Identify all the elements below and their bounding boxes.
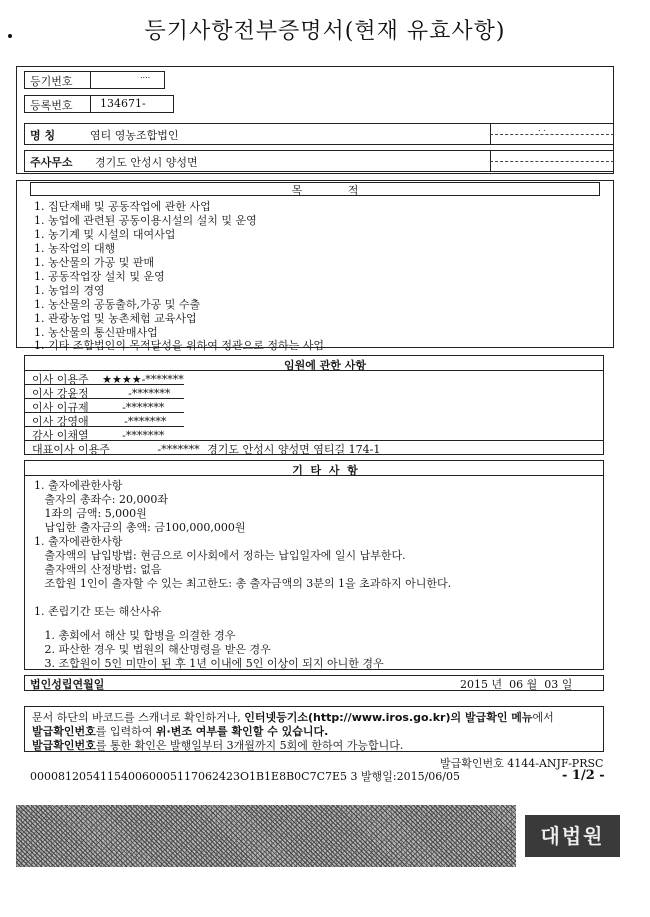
notice-text: 를 통한 확인은 발행일부터 3개월까지 5회에 한하여 가능합니다. bbox=[95, 739, 404, 752]
purpose-item: 1. 농산물의 공동출하,가공 및 수출 bbox=[34, 298, 201, 311]
record-no-divider bbox=[90, 95, 91, 113]
purpose-item: 1. 농산물의 가공 및 판매 bbox=[34, 256, 155, 269]
purpose-item: 1. 집단재배 및 공동작업에 관한 사업 bbox=[34, 200, 211, 213]
officer-id: -******* bbox=[122, 401, 165, 414]
reg-no-value: .... bbox=[140, 71, 151, 80]
establishment-label: 법인성립연월일 bbox=[30, 678, 105, 691]
barcode-image bbox=[16, 805, 516, 867]
other-line: 1. 존립기간 또는 해산사유 bbox=[34, 605, 162, 618]
address-dash bbox=[490, 161, 614, 162]
other-line: 1. 출자에관한사항 bbox=[34, 479, 123, 492]
other-heading: 기 타 사 항 bbox=[292, 464, 358, 477]
other-line: 1좌의 금액: 5,000원 bbox=[34, 507, 147, 520]
purpose-item: 1. 농업의 경영 bbox=[34, 284, 105, 297]
officer-id: -******* bbox=[128, 387, 171, 400]
notice-emphasis: 인터넷등기소(http://www.iros.go.kr)의 발급확인 메뉴 bbox=[244, 711, 533, 724]
purpose-item: 1. 농산물의 통신판매사업 bbox=[34, 326, 158, 339]
record-no-value: 134671- bbox=[100, 97, 146, 110]
officer-name: 감사 이채열 bbox=[32, 429, 89, 442]
officer-id: -******* bbox=[122, 429, 165, 442]
officer-name: 이사 이용주 bbox=[32, 373, 89, 386]
purpose-item: 1. 관광농업 및 농촌체험 교육사업 bbox=[34, 312, 197, 325]
officer-address: 경기도 안성시 양성면 염티길 174-1 bbox=[207, 443, 381, 456]
officer-name: 이사 이규제 bbox=[32, 401, 89, 414]
other-line: 출자액의 납입방법: 현금으로 이사회에서 정하는 납입일자에 일시 납부한다. bbox=[34, 549, 406, 562]
document-title: 등기사항전부증명서(현재 유효사항) bbox=[144, 19, 506, 44]
other-line: 납입한 출자금의 총액: 금100,000,000원 bbox=[34, 521, 246, 534]
notice-line-3 bbox=[32, 737, 403, 753]
officer-name: 이사 강윤정 bbox=[32, 387, 89, 400]
name-value: 염티 영농조합법인 bbox=[90, 129, 179, 142]
notice-text: 에서 bbox=[532, 711, 554, 724]
reg-no-label: 등기번호 bbox=[30, 75, 73, 88]
other-line: 출자의 총좌수: 20,000좌 bbox=[34, 493, 169, 506]
officers-heading: 임원에 관한 사항 bbox=[283, 359, 367, 372]
name-dash bbox=[490, 134, 614, 135]
record-no-label: 등록번호 bbox=[30, 99, 73, 112]
name-label: 명 칭 bbox=[30, 129, 56, 142]
serial-number: 000081205411540060005117062423O1B1E8B0C7C7E5 3 발행일:2015/06/05 bbox=[30, 770, 460, 783]
purpose-heading: 목 적 bbox=[291, 184, 359, 197]
other-heading-line bbox=[24, 475, 604, 476]
purpose-item: 1. 기타 조합법인의 목적달성을 위하여 정관으로 정하는 사업 bbox=[34, 339, 324, 352]
officer-id: -******* bbox=[157, 443, 200, 456]
officer-id: -******* bbox=[124, 415, 167, 428]
page-number: - 1/2 - bbox=[562, 768, 605, 783]
other-line: 2. 파산한 경우 및 법원의 해산명령을 받은 경우 bbox=[34, 643, 271, 656]
officer-id: ★★★★-******* bbox=[102, 373, 184, 386]
notice-text: 문서 하단의 바코드를 스캐너로 확인하거나, bbox=[32, 711, 245, 724]
address-value: 경기도 안성시 양성면 bbox=[95, 156, 198, 169]
purpose-item: 1. 농작업의 대행 bbox=[34, 242, 116, 255]
other-line: 1. 출자에관한사항 bbox=[34, 535, 123, 548]
officer-row bbox=[32, 441, 380, 457]
establishment-date: 2015 년 06 월 03 일 bbox=[460, 678, 573, 691]
purpose-item: 1. 공동작업장 설치 및 운영 bbox=[34, 270, 165, 283]
other-line: 1. 총회에서 해산 및 합병을 의결한 경우 bbox=[34, 629, 236, 642]
other-line: 출자액의 산정방법: 없음 bbox=[34, 563, 162, 576]
notice-emphasis: 발급확인번호 bbox=[32, 739, 96, 752]
purpose-item: 1. 농기계 및 시설의 대여사업 bbox=[34, 228, 176, 241]
other-line: 조합원 1인이 출자할 수 있는 최고한도: 총 출자금액의 3분의 1을 초과하지 아니한다. bbox=[34, 577, 452, 590]
notice-emphasis: 발급확인번호 bbox=[32, 725, 96, 738]
notice-text: 를 입력하여 bbox=[95, 725, 156, 738]
address-label: 주사무소 bbox=[30, 156, 73, 169]
purpose-item: 1. 농업에 관련된 공동이용시설의 설치 및 운영 bbox=[34, 214, 257, 227]
officer-name: 대표이사 이용주 bbox=[32, 443, 110, 456]
notice-emphasis: 위·변조 여부를 확인할 수 있습니다. bbox=[155, 725, 329, 738]
other-line: 3. 조합원이 5인 미만이 된 후 1년 이내에 5인 이상이 되지 아니한 경우 bbox=[34, 657, 384, 670]
name-dots: . . bbox=[538, 124, 546, 133]
issue-number: 발급확인번호 4144-ANJF-PRSC bbox=[440, 757, 604, 770]
officer-name: 이사 강영애 bbox=[32, 415, 89, 428]
reg-no-divider bbox=[90, 71, 91, 89]
court-seal: 대법원 bbox=[525, 815, 620, 857]
